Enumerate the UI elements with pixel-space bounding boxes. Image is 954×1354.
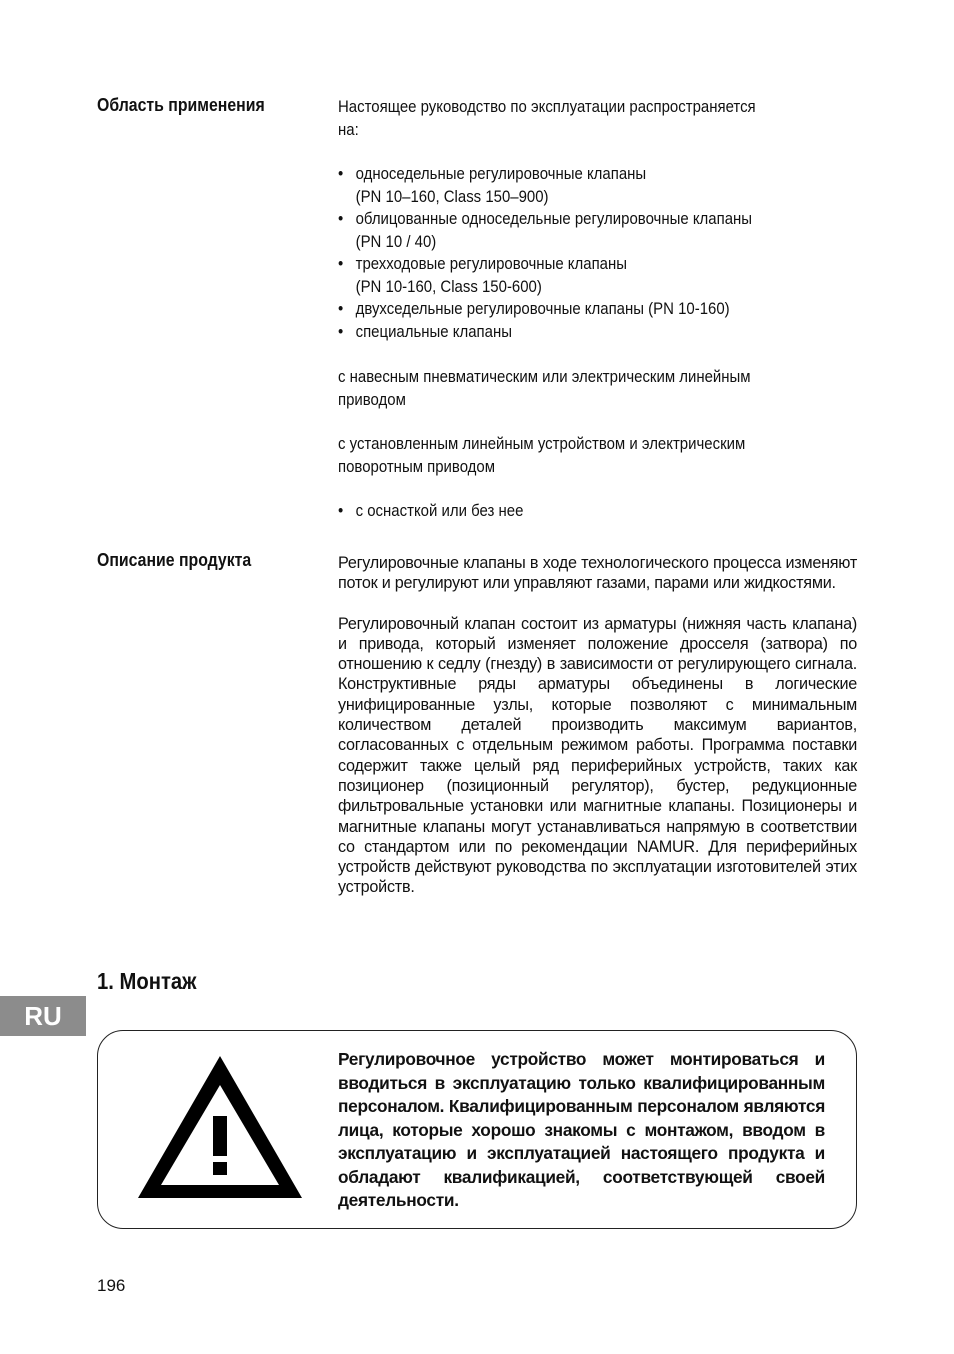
list-item: • односедельные регулировочные клапаны (PN 10–160, Class 150–900) [338, 163, 831, 208]
section-label-scope: Область применения [97, 95, 265, 115]
list-item: • двухседельные регулировочные клапаны (PN 10-160) [338, 298, 831, 321]
list-item: • с оснасткой или без нее [338, 500, 831, 523]
description-para-2: Регулировочный клапан состоит из арматуры (нижняя часть клапана) и привода, который изменяет положение дросселя (затвора) по отношению к седлу (гнезду) в зависимости от регулирующего сигнала. Конструктивные ряды арматуры объединены в логические унифицированные узлы, которые позволяют с минимальным количеством деталей производить максимум вариантов, согласованных с отдельным режимом работы. Программа поставки содержит также целый ряд периферийных устройств, таких как позиционер (позиционный регулятор), бустер, редукционные фильтровальные установки или магнитные клапаны. Позиционеры и магнитные клапаны могут устанавливаться напрямую в соответствии со стандартом или по рекомендации NAMUR. Для периферийных устройств действуют руководства по эксплуатации изготовителей этих устройств. [338, 614, 857, 897]
fittings-list [338, 500, 831, 523]
valve-list [338, 163, 831, 343]
description-para-1: Регулировочные клапаны в ходе технологического процесса изменяют поток и регулируют или управляют газами, парами или жидкостями. [338, 554, 857, 593]
warning-triangle-icon [134, 1052, 306, 1207]
list-item: • специальные клапаны [338, 321, 831, 344]
list-item: • облицованные односедельные регулировочные клапаны (PN 10 / 40) [338, 208, 831, 253]
actuator-pneumatic-note: с навесным пневматическим или электрическим линейным приводом [338, 367, 751, 409]
section-description-body [338, 553, 857, 898]
section-scope-body [338, 96, 858, 523]
actuator-rotary-note: с установленным линейным устройством и электрическим поворотным приводом [338, 434, 746, 476]
scope-intro: Настоящее руководство по эксплуатации распространяется на: [338, 97, 756, 139]
section-label-description: Описание продукта [97, 550, 252, 570]
language-tab: RU [0, 996, 86, 1036]
warning-text: Регулировочное устройство может монтироваться и вводиться в эксплуатацию только квалифицированным персоналом. Квалифицированным персоналом являются лица, которые хорошо знакомы с монтажом, вводом в эксплуатацию и эксплуатацией настоящего продукта и обладают квалификацией, соответствующей своей деятельности. [338, 1049, 825, 1210]
section-heading-mounting: 1. Монтаж [97, 968, 197, 994]
page-number: 196 [97, 1276, 126, 1295]
list-item: • трехходовые регулировочные клапаны (PN 10-160, Class 150-600) [338, 253, 831, 298]
